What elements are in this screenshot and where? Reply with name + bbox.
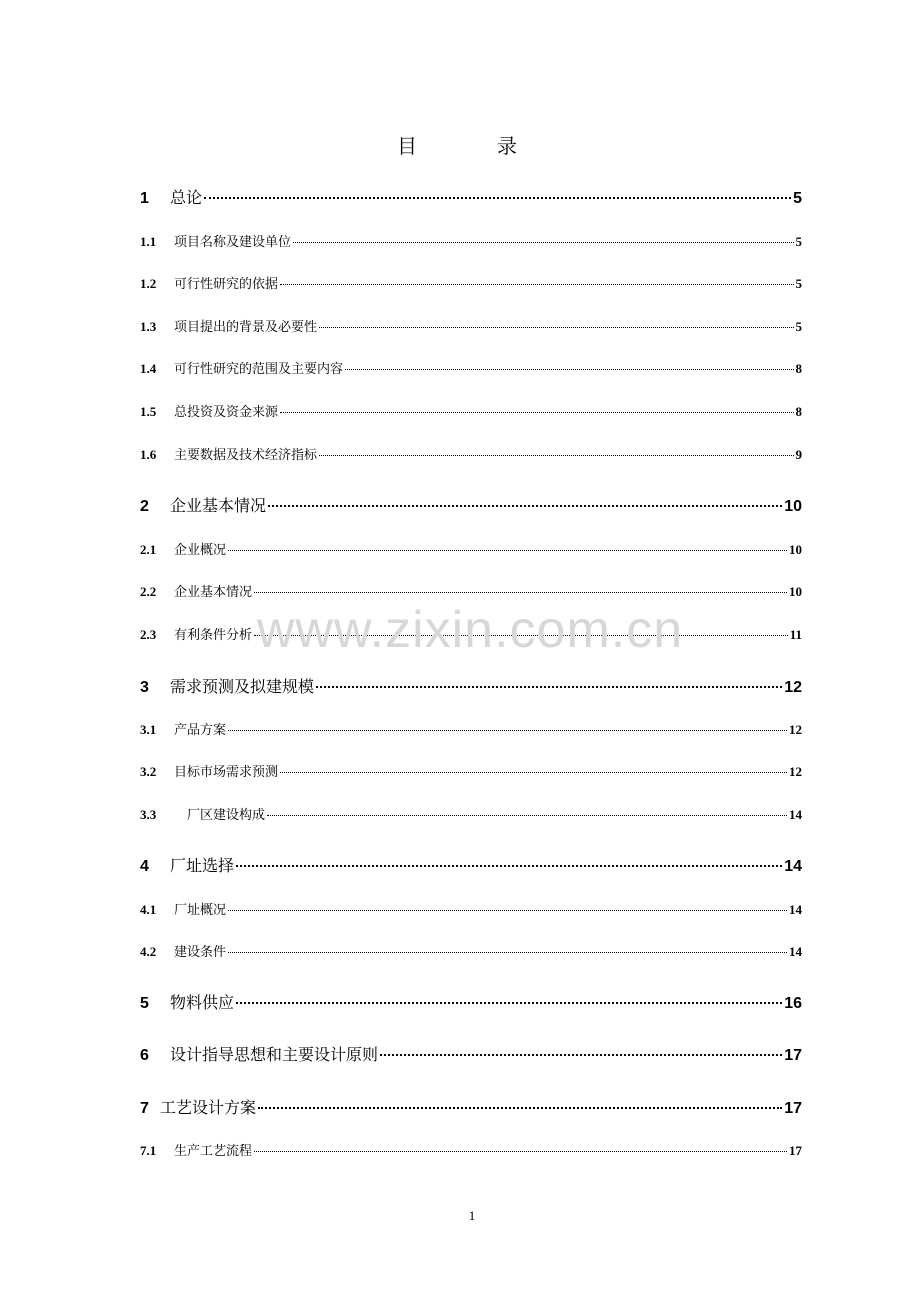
toc-entry-number: 7.1: [140, 1143, 157, 1158]
toc-entry-text: 项目名称及建设单位: [174, 235, 292, 250]
toc-entry-page: 16: [784, 995, 802, 1012]
dot-leader: [254, 592, 787, 593]
toc-entry-page: 8: [795, 404, 802, 419]
toc-entry-text: 物料供应: [170, 993, 235, 1012]
toc-entry-5[interactable]: [140, 990, 802, 1013]
toc-entry-number: 2.3: [140, 627, 157, 642]
toc-entry-text: 工艺设计方案: [160, 1098, 257, 1117]
dot-leader: [236, 865, 782, 867]
toc-entry-text: 设计指导思想和主要设计原则: [170, 1045, 379, 1064]
toc-entry-text: 项目提出的背景及必要性: [174, 320, 318, 335]
dot-leader: [345, 369, 793, 370]
toc-entry-2-1[interactable]: [140, 539, 802, 558]
toc-entry-number: 4: [140, 858, 149, 875]
toc-entry-7-1[interactable]: [140, 1140, 802, 1159]
toc-entry-page: 5: [795, 276, 802, 291]
toc-entry-page: 5: [795, 319, 802, 334]
toc-entry-number: 3: [140, 679, 149, 696]
dot-leader: [254, 635, 788, 636]
toc-entry-number: 1: [140, 190, 149, 207]
toc-entry-number: 4.2: [140, 944, 157, 959]
toc-entry-text: 总投资及资金来源: [174, 405, 279, 420]
toc-entry-page: 12: [789, 764, 802, 779]
toc-entry-2[interactable]: [140, 493, 802, 516]
dot-leader: [254, 1151, 787, 1152]
toc-entry-text: 厂址概况: [174, 903, 227, 918]
toc-entry-text: 产品方案: [174, 723, 227, 738]
dot-leader: [316, 686, 782, 688]
toc-entry-page: 14: [789, 902, 802, 917]
dot-leader: [236, 1002, 782, 1004]
toc-entry-1-3[interactable]: [140, 316, 802, 335]
dot-leader: [280, 772, 787, 773]
toc-entry-number: 2.1: [140, 542, 157, 557]
toc-entry-3-2[interactable]: [140, 761, 802, 780]
dot-leader: [228, 910, 787, 911]
toc-entry-7[interactable]: [140, 1095, 802, 1118]
toc-entry-1-1[interactable]: [140, 231, 802, 250]
toc-entry-page: 14: [789, 944, 802, 959]
toc-entry-page: 17: [789, 1143, 802, 1158]
toc-entry-page: 5: [793, 190, 802, 207]
toc-entry-page: 10: [789, 542, 802, 557]
toc-entry-text: 可行性研究的范围及主要内容: [174, 362, 344, 377]
toc-entry-text: 需求预测及拟建规模: [170, 677, 315, 696]
toc-entry-number: 4.1: [140, 902, 157, 917]
toc-entry-text: 企业基本情况: [170, 496, 267, 515]
toc-entry-number: 1.3: [140, 319, 157, 334]
toc-entry-text: 厂区建设构成: [174, 808, 266, 823]
toc-entry-text: 企业基本情况: [174, 585, 253, 600]
toc-entry-number: 3.2: [140, 764, 157, 779]
toc-entry-4[interactable]: [140, 853, 802, 876]
dot-leader: [258, 1107, 782, 1109]
dot-leader: [380, 1054, 782, 1056]
toc-entry-page: 5: [795, 234, 802, 249]
toc-entry-text: 有利条件分析: [174, 628, 253, 643]
toc-entry-number: 1.4: [140, 361, 157, 376]
dot-leader: [267, 815, 787, 816]
dot-leader: [228, 952, 787, 953]
toc-entry-page: 14: [789, 807, 802, 822]
toc-entry-page: 12: [789, 722, 802, 737]
toc-entry-number: 2.2: [140, 584, 157, 599]
toc-entry-3-3[interactable]: [140, 804, 802, 823]
toc-entry-number: 2: [140, 498, 149, 515]
toc-entry-1-2[interactable]: [140, 273, 802, 292]
toc-entry-2-3[interactable]: [140, 624, 802, 643]
toc-entry-1[interactable]: [140, 185, 802, 208]
toc-entry-page: 10: [789, 584, 802, 599]
toc-entry-1-5[interactable]: [140, 401, 802, 420]
toc-entry-page: 14: [784, 858, 802, 875]
toc-entry-text: 厂址选择: [170, 856, 235, 875]
toc-entry-4-1[interactable]: [140, 899, 802, 918]
toc-entry-page: 9: [795, 447, 802, 462]
toc-entry-text: 总论: [170, 188, 203, 207]
toc-entry-number: 1.2: [140, 276, 157, 291]
toc-entry-number: 1.1: [140, 234, 157, 249]
toc-entry-2-2[interactable]: [140, 581, 802, 600]
toc-entry-page: 17: [784, 1100, 802, 1117]
watermark: www.zixin.com.cn: [256, 601, 684, 659]
toc-entry-text: 生产工艺流程: [174, 1144, 253, 1159]
dot-leader: [268, 505, 782, 507]
toc-entry-6[interactable]: [140, 1042, 802, 1065]
dot-leader: [204, 197, 791, 199]
toc-entry-text: 可行性研究的依据: [174, 277, 279, 292]
footer-page-number: 1: [468, 1208, 476, 1223]
dot-leader: [228, 550, 787, 551]
toc-entry-number: 6: [140, 1047, 149, 1064]
toc-entry-text: 企业概况: [174, 543, 227, 558]
toc-entry-page: 12: [784, 679, 802, 696]
toc-entry-number: 7: [140, 1100, 149, 1117]
toc-entry-4-2[interactable]: [140, 941, 802, 960]
dot-leader: [293, 242, 793, 243]
toc-entry-text: 建设条件: [174, 945, 227, 960]
toc-entry-page: 8: [795, 361, 802, 376]
toc-entry-number: 3.1: [140, 722, 157, 737]
toc-entry-number: 5: [140, 995, 149, 1012]
toc-entry-number: 1.6: [140, 447, 157, 462]
dot-leader: [280, 284, 793, 285]
toc-entry-3[interactable]: [140, 674, 802, 697]
toc-entry-number: 1.5: [140, 404, 157, 419]
toc-entry-page: 17: [784, 1047, 802, 1064]
toc-title: 目 录: [397, 134, 547, 158]
toc-entry-page: 10: [784, 498, 802, 515]
dot-leader: [319, 455, 793, 456]
toc-entry-text: 目标市场需求预测: [174, 765, 279, 780]
toc-entry-3-1[interactable]: [140, 719, 802, 738]
dot-leader: [280, 412, 793, 413]
toc-entry-1-4[interactable]: [140, 358, 802, 377]
toc-entry-page: 11: [789, 627, 802, 642]
toc-entry-number: 3.3: [140, 807, 157, 822]
dot-leader: [228, 730, 787, 731]
dot-leader: [319, 327, 793, 328]
toc-entry-text: 主要数据及技术经济指标: [174, 448, 318, 463]
toc-entry-1-6[interactable]: [140, 444, 802, 463]
